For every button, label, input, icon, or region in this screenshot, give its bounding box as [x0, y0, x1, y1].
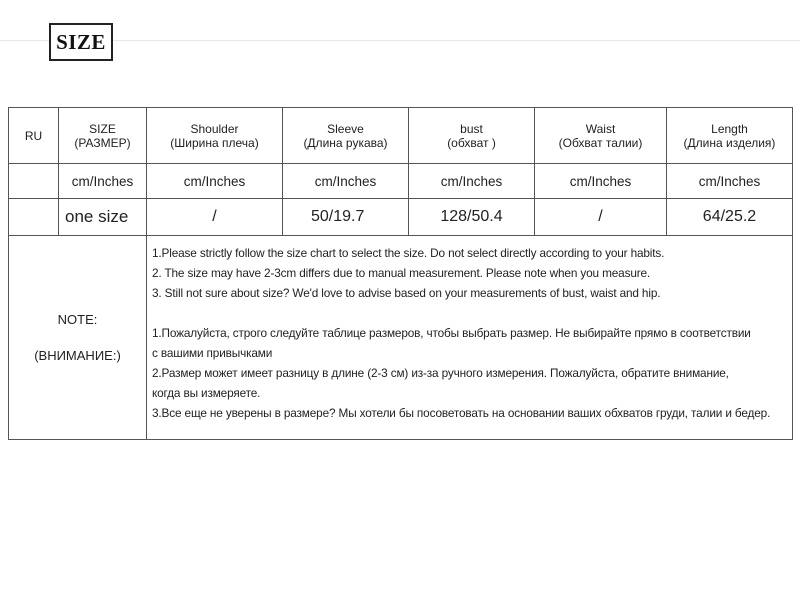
- units-cell: cm/Inches: [535, 164, 667, 199]
- note-text-cell: [147, 236, 793, 440]
- units-cell: cm/Inches: [667, 164, 793, 199]
- value-cell-size: one size: [59, 199, 147, 236]
- note-ru-line: 1.Пожалуйста, строго следуйте таблице размеров, чтобы выбрать размер. Не выбирайте прямо в соответствии: [152, 326, 751, 340]
- note-ru-line: когда вы измеряете.: [152, 386, 261, 400]
- note-ru-line: 2.Размер может имеет разницу в длине (2-3 см) из-за ручного измерения. Пожалуйста, обратите внимание,: [152, 366, 729, 380]
- value-cell-bust: 128/50.4: [409, 199, 535, 236]
- note-en-line: 1.Please strictly follow the size chart to select the size. Do not select directly according to your habits.: [152, 246, 665, 260]
- header-ru: RU: [9, 108, 59, 164]
- value-cell-sleeve: 50/19.7: [283, 199, 409, 236]
- header-bust: bust (обхват ): [409, 108, 535, 164]
- note-ru-line: с вашими привычками: [152, 346, 273, 360]
- value-cell-ru: [9, 199, 59, 236]
- units-row: [9, 164, 793, 199]
- units-cell: cm/Inches: [409, 164, 535, 199]
- header-waist: Waist (Обхват талии): [535, 108, 667, 164]
- note-label-ru: (ВНИМАНИЕ:): [34, 347, 121, 363]
- size-row: [9, 199, 793, 236]
- note-ru-line: 3.Все еще не уверены в размере? Мы хотели бы посоветовать на основании ваших обхватов груди, талии и бедер.: [152, 406, 771, 420]
- header-shoulder: Shoulder (Ширина плеча): [147, 108, 283, 164]
- header-divider: [0, 40, 800, 41]
- units-cell: [9, 164, 59, 199]
- size-logo: SIZE: [49, 23, 113, 61]
- header-size: SIZE (РАЗМЕР): [59, 108, 147, 164]
- units-cell: cm/Inches: [59, 164, 147, 199]
- size-chart-table: [8, 107, 793, 440]
- note-en-line: 2. The size may have 2-3cm differs due to manual measurement. Please note when you measure.: [152, 266, 651, 280]
- header-length: Length (Длина изделия): [667, 108, 793, 164]
- units-cell: cm/Inches: [283, 164, 409, 199]
- value-cell-shoulder: /: [147, 199, 283, 236]
- header-row: [9, 108, 793, 164]
- header-sleeve: Sleeve (Длина рукава): [283, 108, 409, 164]
- units-cell: cm/Inches: [147, 164, 283, 199]
- notes-row: [9, 236, 793, 440]
- value-cell-length: 64/25.2: [667, 199, 793, 236]
- note-label: NOTE:: [57, 311, 98, 327]
- value-cell-waist: /: [535, 199, 667, 236]
- note-label-cell: [9, 236, 147, 440]
- note-en-line: 3. Still not sure about size? We'd love to advise based on your measurements of bust, waist and hip.: [152, 286, 661, 300]
